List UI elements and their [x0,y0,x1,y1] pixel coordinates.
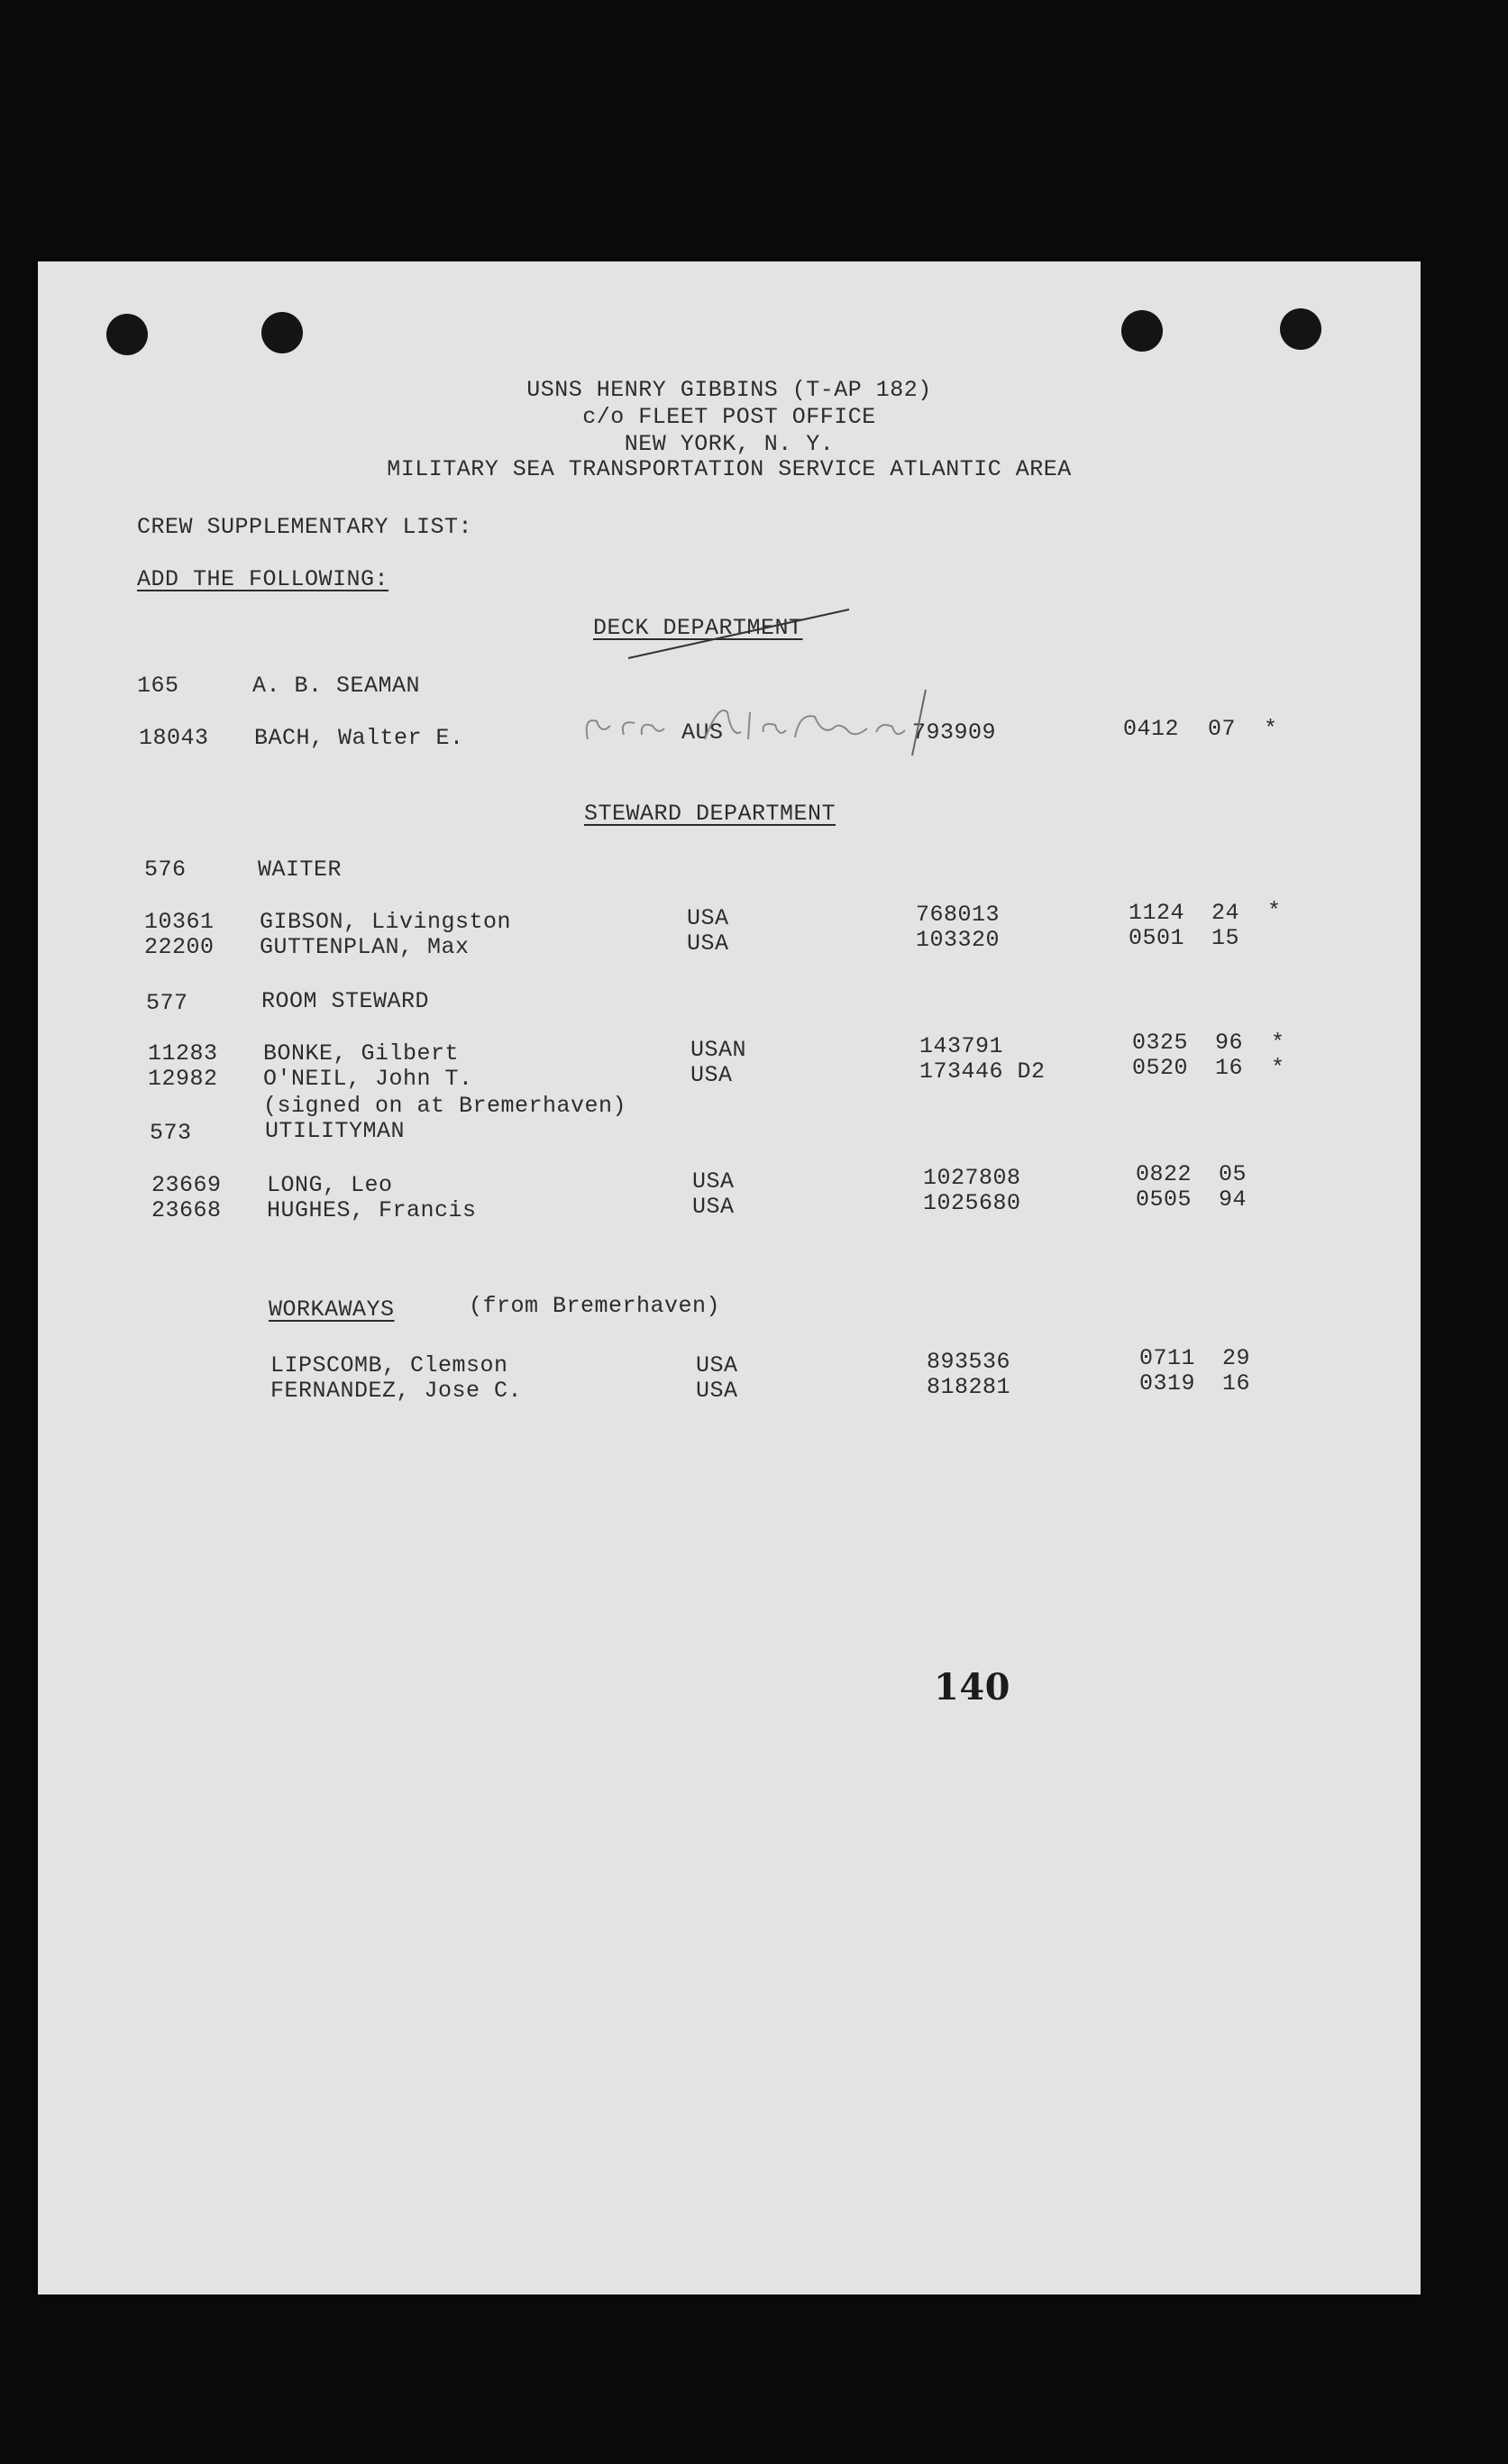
workaways-note: (from Bremerhaven) [469,1293,721,1319]
crew-number: 893536 [927,1349,1011,1375]
crew-nationality: USA [687,930,729,957]
page-number: 140 [934,1666,1010,1708]
crew-nationality: USA [692,1168,735,1195]
crew-nationality: USA [690,1062,733,1088]
crew-number: 818281 [927,1374,1011,1400]
header-service: MILITARY SEA TRANSPORTATION SERVICE ATLANTIC AREA [387,456,1072,482]
crew-id: 18043 [139,725,209,751]
crew-number: 143791 [919,1033,1004,1059]
handwritten-annotation-icon [570,685,957,757]
crew-date: 0319 [1139,1370,1196,1397]
punch-hole-icon [261,312,303,353]
crew-id: 12982 [148,1066,218,1092]
crew-mark: * [1271,1055,1285,1081]
signed-on-note: (signed on at Bremerhaven) [263,1093,627,1119]
crew-code: 24 [1211,900,1240,926]
header-fpo: c/o FLEET POST OFFICE [582,404,876,430]
crew-code: 94 [1219,1186,1248,1213]
crew-nationality: USA [696,1352,738,1379]
deck-department-title: DECK DEPARTMENT [593,615,803,641]
crew-code: 16 [1215,1055,1244,1081]
crew-code: 05 [1219,1161,1248,1187]
crew-mark: * [1271,1030,1285,1056]
crew-date: 0325 [1132,1030,1189,1056]
steward-rating-code: 576 [144,856,187,883]
crew-id: 23668 [151,1197,222,1223]
crew-id: 22200 [144,934,215,960]
list-title: CREW SUPPLEMENTARY LIST: [137,514,473,540]
crew-mark: * [1264,716,1278,742]
crew-date: 0505 [1136,1186,1193,1213]
crew-name: GIBSON, Livingston [260,909,512,935]
document-page [38,261,1421,2295]
steward-rating: ROOM STEWARD [261,988,430,1014]
steward-department-title: STEWARD DEPARTMENT [584,801,836,827]
add-following-label: ADD THE FOLLOWING: [137,566,389,592]
crew-name: HUGHES, Francis [267,1197,477,1223]
crew-nationality: USAN [690,1037,747,1063]
crew-name: O'NEIL, John T. [263,1066,473,1092]
crew-code: 07 [1208,716,1237,742]
crew-number: 103320 [916,927,1001,953]
crew-code: 16 [1222,1370,1251,1397]
crew-nationality: USA [692,1194,735,1220]
steward-rating-code: 573 [150,1120,192,1146]
crew-name: BACH, Walter E. [254,725,464,751]
crew-name: LONG, Leo [267,1172,393,1198]
crew-mark: * [1267,898,1282,924]
crew-code: 96 [1215,1030,1244,1056]
crew-number: 768013 [916,902,1001,928]
deck-rating: A. B. SEAMAN [252,673,421,699]
steward-rating: WAITER [258,856,343,883]
crew-date: 0520 [1132,1055,1189,1081]
crew-date: 0822 [1136,1161,1193,1187]
crew-name: LIPSCOMB, Clemson [270,1352,508,1379]
crew-number: 1025680 [923,1190,1021,1216]
crew-number: 1027808 [923,1165,1021,1191]
crew-date: 0412 [1123,716,1180,742]
crew-id: 10361 [144,909,215,935]
crew-nationality: AUS [681,719,724,746]
crew-number: 793909 [912,719,997,746]
crew-date: 1124 [1129,900,1185,926]
punch-hole-icon [1121,310,1163,352]
steward-rating: UTILITYMAN [265,1118,406,1144]
crew-nationality: USA [687,905,729,931]
header-ship-name: USNS HENRY GIBBINS (T-AP 182) [526,377,932,403]
punch-hole-icon [1280,308,1321,350]
crew-date: 0711 [1139,1345,1196,1371]
crew-nationality: USA [696,1378,738,1404]
deck-rating-code: 165 [137,673,179,699]
steward-rating-code: 577 [146,990,188,1016]
crew-id: 23669 [151,1172,222,1198]
crew-name: FERNANDEZ, Jose C. [270,1378,523,1404]
crew-name: GUTTENPLAN, Max [260,934,470,960]
crew-id: 11283 [148,1040,218,1067]
workaways-title: WORKAWAYS [269,1296,395,1323]
punch-hole-icon [106,314,148,355]
strike-mark-icon [624,602,858,665]
crew-code: 15 [1211,925,1240,951]
crew-date: 0501 [1129,925,1185,951]
crew-code: 29 [1222,1345,1251,1371]
crew-number: 173446 D2 [919,1058,1046,1085]
crew-name: BONKE, Gilbert [263,1040,460,1067]
header-city: NEW YORK, N. Y. [624,431,835,457]
